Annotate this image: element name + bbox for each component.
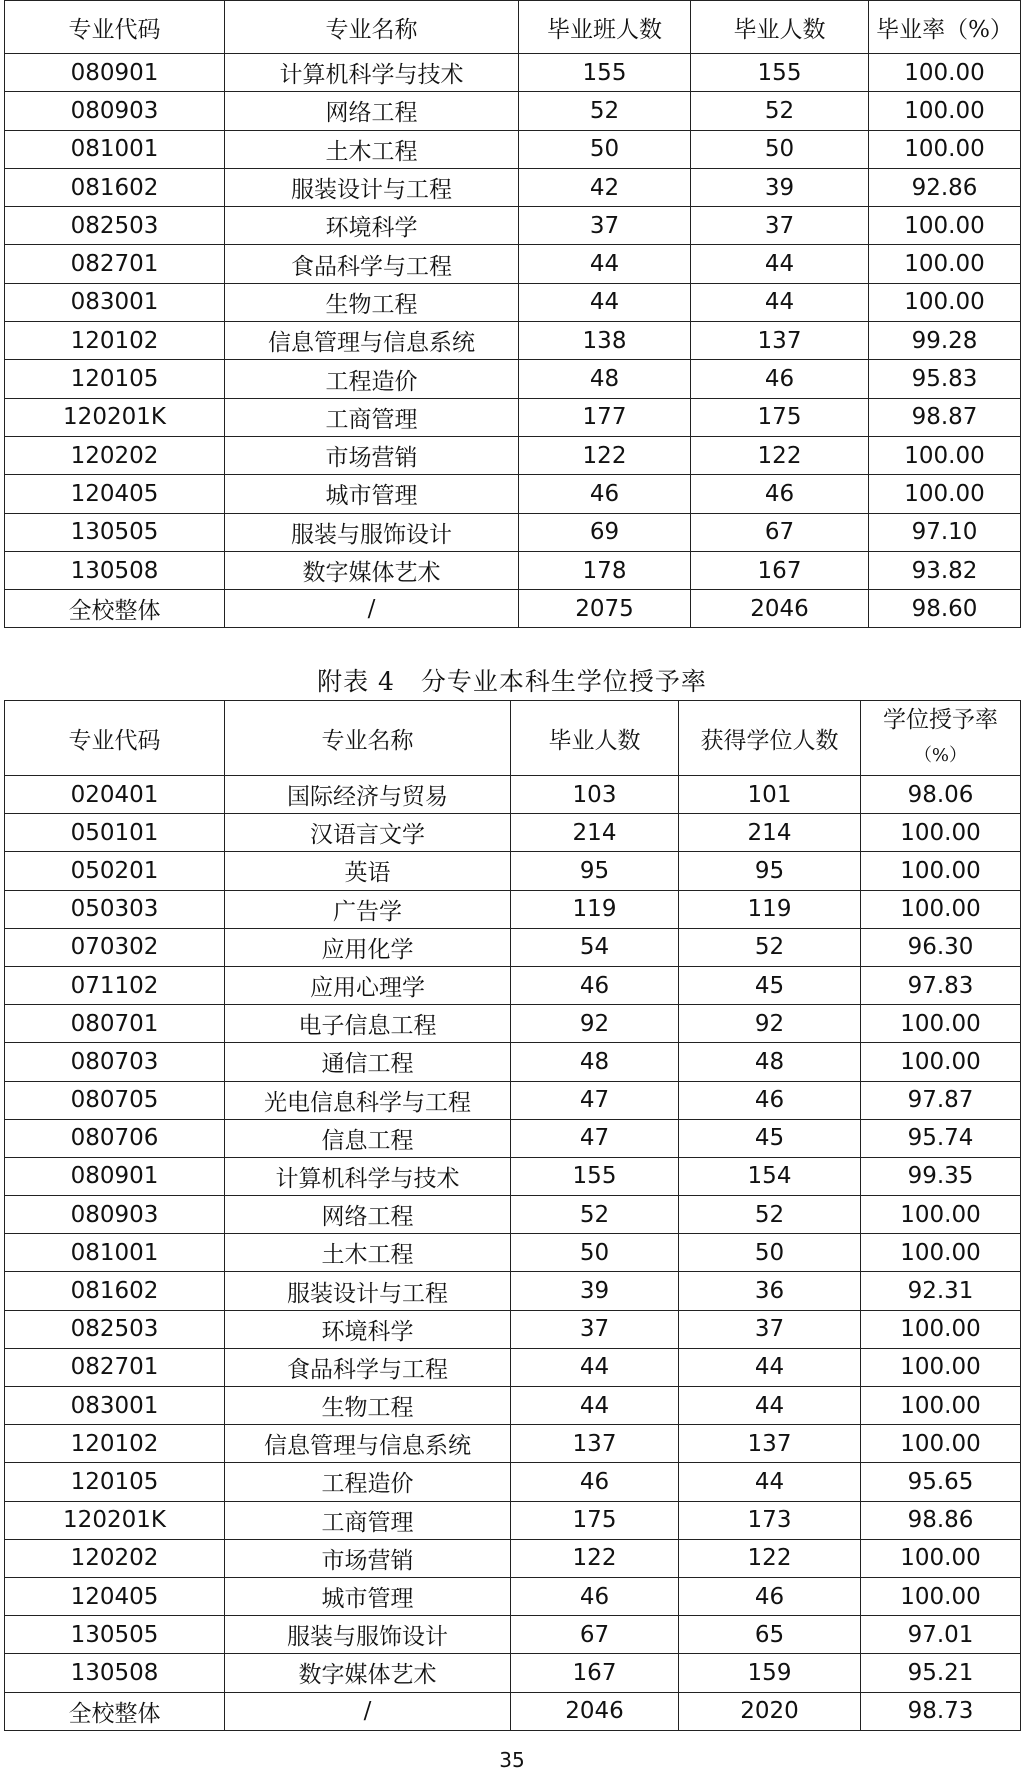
name-cell: 国际经济与贸易 <box>225 776 511 814</box>
header-cell: 专业代码 <box>5 701 225 776</box>
code-cell: 120105 <box>5 360 225 398</box>
code-cell: 080901 <box>5 54 225 92</box>
count-cell: 50 <box>519 130 691 168</box>
code-cell: 全校整体 <box>5 590 225 628</box>
rate-cell: 100.00 <box>861 852 1021 890</box>
code-cell: 071102 <box>5 966 225 1004</box>
count-cell: 54 <box>511 928 679 966</box>
count-cell: 52 <box>519 92 691 130</box>
table-row <box>5 1157 1021 1195</box>
rate-cell: 100.00 <box>861 1539 1021 1577</box>
code-cell: 081001 <box>5 130 225 168</box>
name-cell: 城市管理 <box>225 1577 511 1615</box>
name-cell: 广告学 <box>225 890 511 928</box>
code-cell: 082503 <box>5 1310 225 1348</box>
count-cell: 44 <box>679 1348 861 1386</box>
code-cell: 120102 <box>5 322 225 360</box>
name-cell: 土木工程 <box>225 130 519 168</box>
code-cell: 120202 <box>5 1539 225 1577</box>
count-cell: 46 <box>679 1081 861 1119</box>
header-cell: 专业代码 <box>5 1 225 54</box>
name-cell: / <box>225 1692 511 1730</box>
name-cell: 电子信息工程 <box>225 1005 511 1043</box>
rate-cell: 100.00 <box>869 245 1021 283</box>
count-cell: 95 <box>511 852 679 890</box>
header-label: 学位授予率 <box>883 707 998 733</box>
table-row <box>5 475 1021 513</box>
code-cell: 020401 <box>5 776 225 814</box>
header-cell: 毕业班人数 <box>519 1 691 54</box>
header-cell: 毕业人数 <box>511 701 679 776</box>
code-cell: 050303 <box>5 890 225 928</box>
count-cell: 122 <box>519 436 691 474</box>
count-cell: 69 <box>519 513 691 551</box>
rate-cell: 95.65 <box>861 1463 1021 1501</box>
code-cell: 120202 <box>5 436 225 474</box>
page-number: 35 <box>499 1748 525 1772</box>
table-row <box>5 1463 1021 1501</box>
count-cell: 214 <box>679 814 861 852</box>
name-cell: 通信工程 <box>225 1043 511 1081</box>
count-cell: 46 <box>679 1577 861 1615</box>
rate-cell: 97.10 <box>869 513 1021 551</box>
table-row <box>5 590 1021 628</box>
count-cell: 103 <box>511 776 679 814</box>
count-cell: 2075 <box>519 590 691 628</box>
code-cell: 070302 <box>5 928 225 966</box>
name-cell: 生物工程 <box>225 1387 511 1425</box>
table-row <box>5 1387 1021 1425</box>
code-cell: 130505 <box>5 513 225 551</box>
table-row <box>5 436 1021 474</box>
code-cell: 130508 <box>5 551 225 589</box>
count-cell: 52 <box>679 1196 861 1234</box>
rate-cell: 97.83 <box>861 966 1021 1004</box>
rate-cell: 100.00 <box>869 283 1021 321</box>
header-cell: 毕业率（%） <box>869 1 1021 54</box>
name-cell: 计算机科学与技术 <box>225 1157 511 1195</box>
rate-cell: 97.87 <box>861 1081 1021 1119</box>
table-row <box>5 1425 1021 1463</box>
code-cell: 080701 <box>5 1005 225 1043</box>
rate-cell: 100.00 <box>869 475 1021 513</box>
table-row <box>5 1043 1021 1081</box>
name-cell: 网络工程 <box>225 1196 511 1234</box>
count-cell: 47 <box>511 1119 679 1157</box>
rate-cell: 98.87 <box>869 398 1021 436</box>
count-cell: 44 <box>511 1348 679 1386</box>
code-cell: 082503 <box>5 207 225 245</box>
count-cell: 45 <box>679 966 861 1004</box>
count-cell: 46 <box>519 475 691 513</box>
name-cell: 英语 <box>225 852 511 890</box>
code-cell: 082701 <box>5 1348 225 1386</box>
header-row <box>5 701 1021 776</box>
count-cell: 119 <box>511 890 679 928</box>
count-cell: 52 <box>679 928 861 966</box>
count-cell: 122 <box>511 1539 679 1577</box>
code-cell: 083001 <box>5 1387 225 1425</box>
count-cell: 48 <box>519 360 691 398</box>
rate-cell: 98.86 <box>861 1501 1021 1539</box>
table-row <box>5 890 1021 928</box>
count-cell: 52 <box>691 92 869 130</box>
count-cell: 177 <box>519 398 691 436</box>
rate-cell: 100.00 <box>869 92 1021 130</box>
name-cell: 市场营销 <box>225 1539 511 1577</box>
code-cell: 082701 <box>5 245 225 283</box>
name-cell: 服装设计与工程 <box>225 1272 511 1310</box>
name-cell: / <box>225 590 519 628</box>
count-cell: 122 <box>691 436 869 474</box>
count-cell: 92 <box>511 1005 679 1043</box>
code-cell: 080705 <box>5 1081 225 1119</box>
count-cell: 39 <box>691 168 869 206</box>
count-cell: 52 <box>511 1196 679 1234</box>
count-cell: 48 <box>511 1043 679 1081</box>
code-cell: 050101 <box>5 814 225 852</box>
table-row <box>5 245 1021 283</box>
rate-cell: 100.00 <box>861 890 1021 928</box>
table-4-title: 附表 4 分专业本科生学位授予率 <box>317 667 707 696</box>
rate-cell: 100.00 <box>861 1577 1021 1615</box>
code-cell: 080903 <box>5 1196 225 1234</box>
table-row <box>5 1234 1021 1272</box>
code-cell: 081602 <box>5 1272 225 1310</box>
count-cell: 137 <box>511 1425 679 1463</box>
name-cell: 光电信息科学与工程 <box>225 1081 511 1119</box>
header-cell <box>861 701 1021 776</box>
name-cell: 市场营销 <box>225 436 519 474</box>
table-row <box>5 814 1021 852</box>
count-cell: 37 <box>691 207 869 245</box>
rate-cell: 100.00 <box>861 1234 1021 1272</box>
table-row <box>5 130 1021 168</box>
name-cell: 工商管理 <box>225 398 519 436</box>
rate-cell: 92.31 <box>861 1272 1021 1310</box>
name-cell: 数字媒体艺术 <box>225 1654 511 1692</box>
name-cell: 工程造价 <box>225 360 519 398</box>
name-cell: 工商管理 <box>225 1501 511 1539</box>
name-cell: 汉语言文学 <box>225 814 511 852</box>
name-cell: 网络工程 <box>225 92 519 130</box>
name-cell: 信息管理与信息系统 <box>225 1425 511 1463</box>
count-cell: 36 <box>679 1272 861 1310</box>
table-row <box>5 360 1021 398</box>
count-cell: 175 <box>511 1501 679 1539</box>
code-cell: 120405 <box>5 1577 225 1615</box>
name-cell: 土木工程 <box>225 1234 511 1272</box>
name-cell: 食品科学与工程 <box>225 1348 511 1386</box>
count-cell: 37 <box>519 207 691 245</box>
count-cell: 175 <box>691 398 869 436</box>
count-cell: 44 <box>519 283 691 321</box>
count-cell: 47 <box>511 1081 679 1119</box>
degree-award-rate-table <box>4 700 1021 1731</box>
count-cell: 48 <box>679 1043 861 1081</box>
header-cell: 专业名称 <box>225 1 519 54</box>
rate-cell: 98.06 <box>861 776 1021 814</box>
count-cell: 44 <box>679 1387 861 1425</box>
graduation-rate-table <box>4 0 1021 628</box>
count-cell: 155 <box>511 1157 679 1195</box>
count-cell: 155 <box>691 54 869 92</box>
name-cell: 应用心理学 <box>225 966 511 1004</box>
name-cell: 城市管理 <box>225 475 519 513</box>
code-cell: 080901 <box>5 1157 225 1195</box>
name-cell: 数字媒体艺术 <box>225 551 519 589</box>
count-cell: 67 <box>511 1616 679 1654</box>
table-row <box>5 54 1021 92</box>
rate-cell: 100.00 <box>861 814 1021 852</box>
count-cell: 154 <box>679 1157 861 1195</box>
rate-cell: 95.21 <box>861 1654 1021 1692</box>
code-cell: 080903 <box>5 92 225 130</box>
table-row <box>5 776 1021 814</box>
rate-cell: 96.30 <box>861 928 1021 966</box>
rate-cell: 97.01 <box>861 1616 1021 1654</box>
name-cell: 服装设计与工程 <box>225 168 519 206</box>
count-cell: 119 <box>679 890 861 928</box>
rate-cell: 98.73 <box>861 1692 1021 1730</box>
table-row <box>5 966 1021 1004</box>
rate-cell: 100.00 <box>861 1043 1021 1081</box>
code-cell: 081001 <box>5 1234 225 1272</box>
table-row <box>5 92 1021 130</box>
table-row <box>5 207 1021 245</box>
count-cell: 138 <box>519 322 691 360</box>
code-cell: 120102 <box>5 1425 225 1463</box>
rate-cell: 100.00 <box>869 54 1021 92</box>
count-cell: 46 <box>511 1463 679 1501</box>
code-cell: 120201K <box>5 398 225 436</box>
name-cell: 服装与服饰设计 <box>225 1616 511 1654</box>
count-cell: 44 <box>519 245 691 283</box>
code-cell: 全校整体 <box>5 1692 225 1730</box>
count-cell: 37 <box>511 1310 679 1348</box>
table-row <box>5 283 1021 321</box>
code-cell: 120201K <box>5 1501 225 1539</box>
name-cell: 环境科学 <box>225 1310 511 1348</box>
table-row <box>5 322 1021 360</box>
name-cell: 服装与服饰设计 <box>225 513 519 551</box>
header-cell: 专业名称 <box>225 701 511 776</box>
rate-cell: 100.00 <box>869 130 1021 168</box>
rate-cell: 100.00 <box>861 1387 1021 1425</box>
table-row <box>5 1616 1021 1654</box>
table-row <box>5 551 1021 589</box>
code-cell: 120405 <box>5 475 225 513</box>
count-cell: 2046 <box>691 590 869 628</box>
table-row <box>5 398 1021 436</box>
count-cell: 155 <box>519 54 691 92</box>
count-cell: 44 <box>679 1463 861 1501</box>
table-row <box>5 513 1021 551</box>
count-cell: 178 <box>519 551 691 589</box>
table-row <box>5 1501 1021 1539</box>
count-cell: 95 <box>679 852 861 890</box>
table-row <box>5 852 1021 890</box>
count-cell: 44 <box>691 245 869 283</box>
code-cell: 120105 <box>5 1463 225 1501</box>
count-cell: 46 <box>511 966 679 1004</box>
count-cell: 50 <box>679 1234 861 1272</box>
count-cell: 46 <box>511 1577 679 1615</box>
table-row <box>5 1272 1021 1310</box>
name-cell: 生物工程 <box>225 283 519 321</box>
table-row <box>5 1119 1021 1157</box>
table-row <box>5 1692 1021 1730</box>
rate-cell: 100.00 <box>861 1310 1021 1348</box>
code-cell: 080706 <box>5 1119 225 1157</box>
rate-cell: 93.82 <box>869 551 1021 589</box>
table-row <box>5 1310 1021 1348</box>
header-unit: （%） <box>913 745 968 766</box>
table-row <box>5 1196 1021 1234</box>
table-row <box>5 1005 1021 1043</box>
count-cell: 101 <box>679 776 861 814</box>
code-cell: 130508 <box>5 1654 225 1692</box>
count-cell: 44 <box>511 1387 679 1425</box>
header-row <box>5 1 1021 54</box>
header-cell: 毕业人数 <box>691 1 869 54</box>
rate-cell: 95.74 <box>861 1119 1021 1157</box>
table-row <box>5 1539 1021 1577</box>
rate-cell: 100.00 <box>861 1348 1021 1386</box>
rate-cell: 100.00 <box>861 1005 1021 1043</box>
name-cell: 应用化学 <box>225 928 511 966</box>
table-row <box>5 1654 1021 1692</box>
header-cell: 获得学位人数 <box>679 701 861 776</box>
table-row <box>5 1081 1021 1119</box>
code-cell: 130505 <box>5 1616 225 1654</box>
count-cell: 39 <box>511 1272 679 1310</box>
count-cell: 67 <box>691 513 869 551</box>
count-cell: 42 <box>519 168 691 206</box>
count-cell: 50 <box>691 130 869 168</box>
count-cell: 167 <box>691 551 869 589</box>
name-cell: 食品科学与工程 <box>225 245 519 283</box>
rate-cell: 99.28 <box>869 322 1021 360</box>
count-cell: 137 <box>679 1425 861 1463</box>
name-cell: 信息工程 <box>225 1119 511 1157</box>
count-cell: 50 <box>511 1234 679 1272</box>
count-cell: 214 <box>511 814 679 852</box>
rate-cell: 99.35 <box>861 1157 1021 1195</box>
count-cell: 159 <box>679 1654 861 1692</box>
table-row <box>5 928 1021 966</box>
code-cell: 083001 <box>5 283 225 321</box>
name-cell: 信息管理与信息系统 <box>225 322 519 360</box>
count-cell: 137 <box>691 322 869 360</box>
count-cell: 122 <box>679 1539 861 1577</box>
rate-cell: 100.00 <box>861 1425 1021 1463</box>
rate-cell: 98.60 <box>869 590 1021 628</box>
rate-cell: 100.00 <box>861 1196 1021 1234</box>
count-cell: 45 <box>679 1119 861 1157</box>
count-cell: 46 <box>691 475 869 513</box>
count-cell: 167 <box>511 1654 679 1692</box>
count-cell: 46 <box>691 360 869 398</box>
count-cell: 44 <box>691 283 869 321</box>
rate-cell: 100.00 <box>869 207 1021 245</box>
table-row <box>5 168 1021 206</box>
name-cell: 工程造价 <box>225 1463 511 1501</box>
name-cell: 环境科学 <box>225 207 519 245</box>
code-cell: 050201 <box>5 852 225 890</box>
count-cell: 173 <box>679 1501 861 1539</box>
table-row <box>5 1577 1021 1615</box>
count-cell: 92 <box>679 1005 861 1043</box>
rate-cell: 100.00 <box>869 436 1021 474</box>
code-cell: 080703 <box>5 1043 225 1081</box>
rate-cell: 95.83 <box>869 360 1021 398</box>
table-row <box>5 1348 1021 1386</box>
count-cell: 37 <box>679 1310 861 1348</box>
rate-cell: 92.86 <box>869 168 1021 206</box>
name-cell: 计算机科学与技术 <box>225 54 519 92</box>
code-cell: 081602 <box>5 168 225 206</box>
count-cell: 2046 <box>511 1692 679 1730</box>
count-cell: 65 <box>679 1616 861 1654</box>
count-cell: 2020 <box>679 1692 861 1730</box>
